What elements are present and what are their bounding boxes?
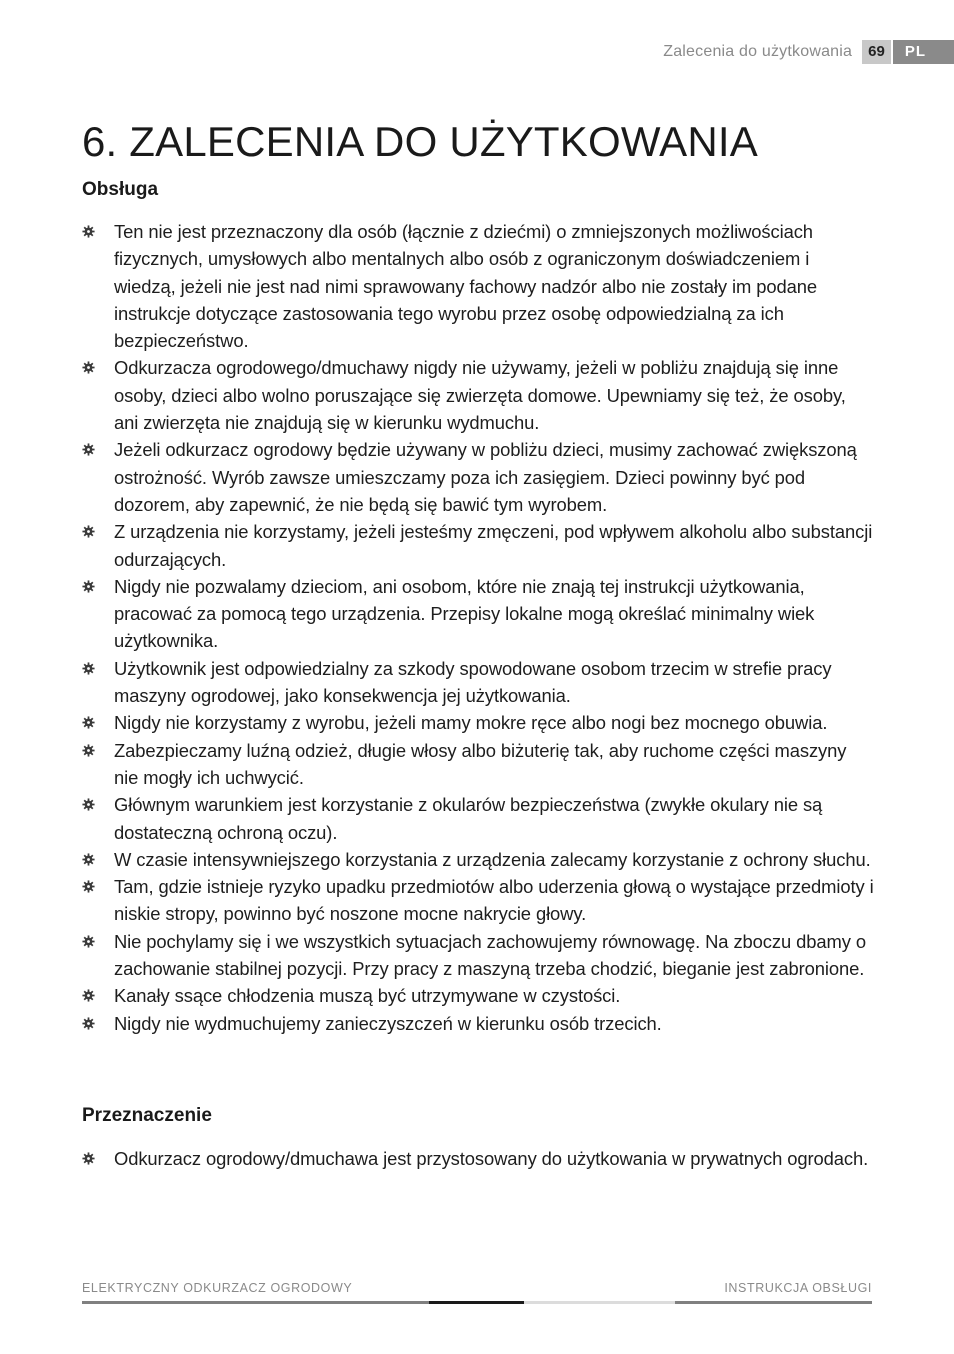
page-header: [663, 40, 954, 64]
gear-bullet-icon: [82, 989, 95, 1002]
page-number: 69: [862, 40, 891, 64]
header-section-title: Zalecenia do użytkowania: [663, 43, 853, 60]
section-heading-obsluga: Obsługa: [82, 179, 159, 200]
list-item-text: Odkurzacz ogrodowy/dmuchawa jest przystosowany do użytkowania w prywatnych ogrodach.: [114, 1148, 869, 1169]
footer-bar-segment: [524, 1301, 675, 1304]
list-item: [82, 436, 874, 518]
gear-bullet-icon: [82, 361, 95, 374]
gear-bullet-icon: [82, 798, 95, 811]
gear-bullet-icon: [82, 853, 95, 866]
list-item: [82, 518, 874, 573]
footer-product-name: ELEKTRYCZNY ODKURZACZ OGRODOWY: [82, 1281, 353, 1295]
list-item-text: Użytkownik jest odpowiedzialny za szkody spowodowane osobom trzecim w strefie pracy maszyny ogrodowej, jako konsekwencja jej użytkowania.: [114, 657, 832, 707]
list-item-text: W czasie intensywniejszego korzystania z urządzenia zalecamy korzystanie z ochrony słuchu.: [114, 848, 871, 870]
list-item-text: Zabezpieczamy luźną odzież, długie włosy albo biżuterię tak, aby ruchome części maszyny nie mogły ich uchwycić.: [114, 739, 847, 788]
gear-bullet-icon: [82, 880, 95, 893]
chapter-title: 6. ZALECENIA DO UŻYTKOWANIA: [82, 118, 758, 165]
list-item-text: Odkurzacza ogrodowego/dmuchawy nigdy nie używamy, jeżeli w pobliżu znajdują się inne osoby, dzieci albo wolno poruszające się zwierzęta domowe. Upewniamy się też, że osoby, ani zwierzęta nie znajdują się w kierunku wydmuchu.: [114, 357, 846, 434]
list-item: [82, 737, 874, 792]
gear-bullet-icon: [82, 935, 95, 948]
list-item-text: Ten nie jest przeznaczony dla osób (łącznie z dziećmi) o zmniejszonych możliwościach fizycznych, umysłowych albo mentalnych albo osób z ograniczonym doświadczeniem i wiedzą, jeżeli nie jest nad nimi sprawowany fachowy nadzór albo nie zostały im podane instrukcje dotyczące zastosowania tego wyrobu przez osobę odpowiedzialną za ich bezpieczeństwo.: [114, 221, 817, 352]
gear-bullet-icon: [82, 443, 95, 456]
list-item-text: Kanały ssące chłodzenia muszą być utrzymywane w czystości.: [114, 985, 621, 1007]
gear-bullet-icon: [82, 1017, 95, 1030]
list-item: [82, 873, 874, 928]
footer-bar-segment: [675, 1301, 872, 1304]
list-item: [82, 1010, 874, 1037]
gear-bullet-icon: [82, 1152, 95, 1165]
list-item-text: Jeżeli odkurzacz ogrodowy będzie używany w pobliżu dzieci, musimy zachować zwiększoną ostrożność. Wyrób zawsze umieszczamy poza ich zasięgiem. Dzieci powinny być pod dozorem, aby zapewnić, że nie będą się bawić tym wyrobem.: [114, 439, 857, 515]
list-item-text: Głównym warunkiem jest korzystanie z okularów bezpieczeństwa (zwykłe okulary nie są dostateczną ochroną oczu).: [114, 794, 823, 843]
gear-bullet-icon: [82, 662, 95, 675]
list-item: [82, 982, 874, 1009]
list-item: [82, 655, 874, 710]
bullet-list-obsluga: [82, 218, 874, 1037]
section-heading-przeznaczenie: Przeznaczenie: [82, 1105, 212, 1126]
list-item: [82, 218, 874, 354]
list-item-text: Z urządzenia nie korzystamy, jeżeli jesteśmy zmęczeni, pod wpływem alkoholu albo substancji odurzających.: [114, 521, 873, 570]
footer-bar-segment: [82, 1301, 429, 1304]
gear-bullet-icon: [82, 716, 95, 729]
gear-bullet-icon: [82, 744, 95, 757]
list-item: [82, 354, 874, 436]
list-item-text: Tam, gdzie istnieje ryzyko upadku przedmiotów albo uderzenia głową o wystające przedmioty i niskie stropy, powinno być noszone mocne nakrycie głowy.: [114, 876, 874, 925]
language-badge: PL: [893, 40, 954, 64]
list-item: [82, 573, 874, 655]
footer-document-type: INSTRUKCJA OBSŁUGI: [724, 1281, 872, 1295]
list-item-text: Nigdy nie korzystamy z wyrobu, jeżeli mamy mokre ręce albo nogi bez mocnego obuwia.: [114, 712, 828, 734]
gear-bullet-icon: [82, 225, 95, 238]
bullet-list-przeznaczenie: [82, 1145, 874, 1172]
list-item: [82, 928, 874, 983]
list-item: [82, 791, 874, 846]
list-item-text: Nigdy nie wydmuchujemy zanieczyszczeń w kierunku osób trzecich.: [114, 1012, 662, 1034]
list-item-text: Nigdy nie pozwalamy dzieciom, ani osobom, które nie znają tej instrukcji użytkowania, pracować za pomocą tego urządzenia. Przepisy lokalne mogą określać minimalny wiek użytkownika.: [114, 575, 815, 652]
gear-bullet-icon: [82, 525, 95, 538]
list-item: [82, 846, 874, 873]
gear-bullet-icon: [82, 580, 95, 593]
list-item: [82, 1145, 874, 1172]
list-item-text: Nie pochylamy się i we wszystkich sytuacjach zachowujemy równowagę. Na zboczu dbamy o zachowanie stabilnej pozycji. Przy pracy z maszyną trzeba chodzić, bieganie jest zabronione.: [114, 930, 866, 980]
footer-bar-segment: [429, 1301, 524, 1304]
list-item: [82, 709, 874, 736]
